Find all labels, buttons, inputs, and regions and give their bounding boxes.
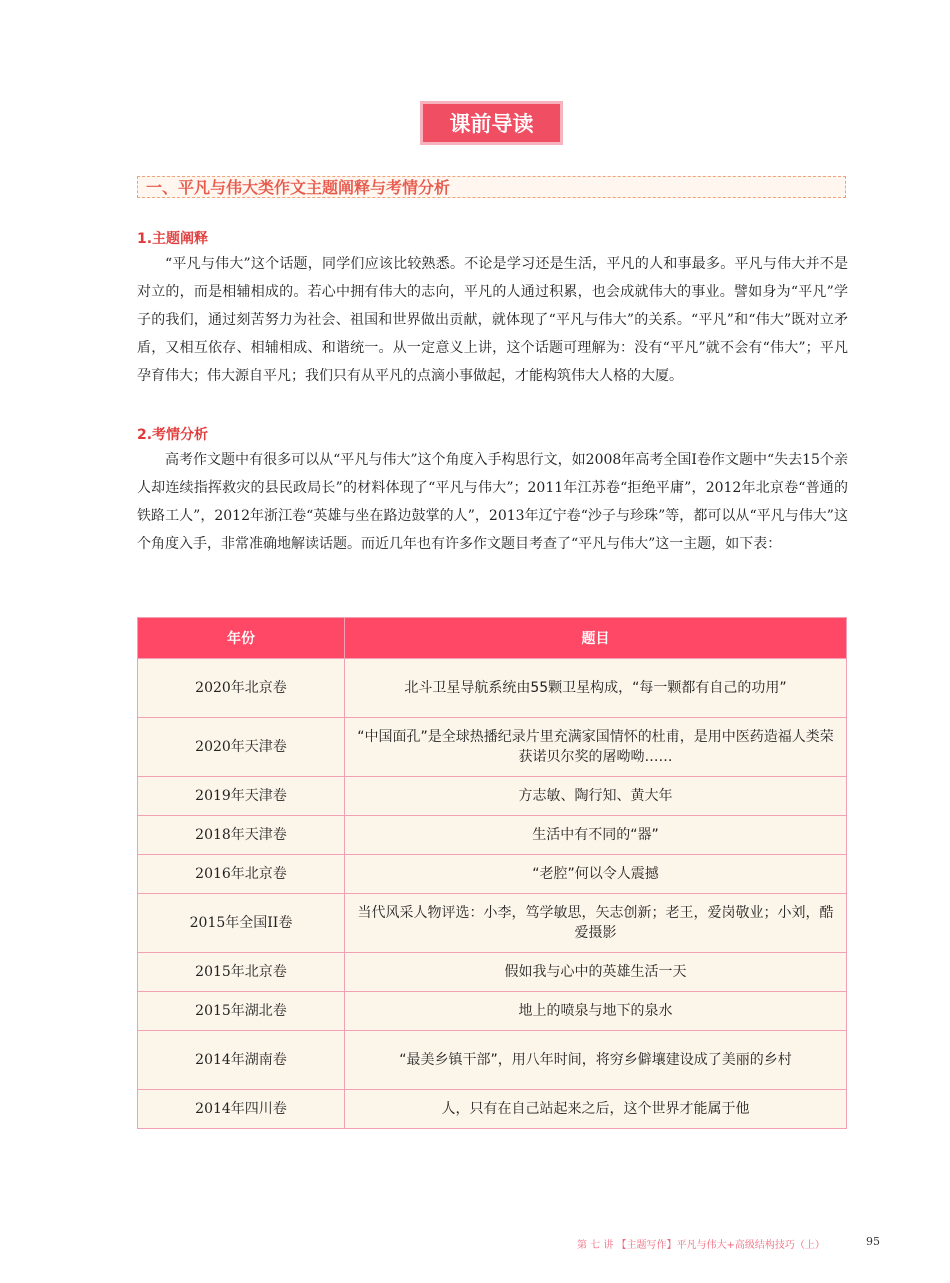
topic-cell: “最美乡镇干部”，用八年时间，将穷乡僻壤建设成了美丽的乡村: [345, 1031, 847, 1090]
year-cell: 2016年北京卷: [138, 855, 345, 894]
table-row: [138, 1090, 847, 1129]
topic-cell: 生活中有不同的“器”: [345, 816, 847, 855]
paragraph-exam-analysis: 高考作文题中有很多可以从“平凡与伟大”这个角度入手构思行文，如2008年高考全国I卷作文题中“失去15个亲人却连续指挥救灾的县民政局长”的材料体现了“平凡与伟大”；2011年江苏卷“拒绝平庸”，2012年北京卷“普通的铁路工人”，2012年浙江卷“英雄与坐在路边鼓掌的人”，2013年辽宁卷“沙子与珍珠”等，都可以从“平凡与伟大”这个角度入手，非常准确地解读话题。而近几年也有许多作文题目考查了“平凡与伟大”这一主题，如下表：: [137, 452, 848, 552]
topic-cell: “老腔”何以令人震撼: [345, 855, 847, 894]
year-cell: 2018年天津卷: [138, 816, 345, 855]
table-row: [138, 659, 847, 718]
column-header-topic: 题目: [345, 618, 847, 659]
page-number: 95: [866, 1235, 880, 1248]
table-row: [138, 777, 847, 816]
table-row: [138, 992, 847, 1031]
year-cell: 2015年全国II卷: [138, 894, 345, 953]
table-row: [138, 953, 847, 992]
topic-cell: “中国面孔”是全球热播纪录片里充满家国情怀的杜甫，是用中医药造福人类荣获诺贝尔奖的屠呦呦……: [345, 718, 847, 777]
year-cell: 2015年北京卷: [138, 953, 345, 992]
subheading-theme: 1.主题阐释: [137, 231, 209, 247]
year-cell: 2019年天津卷: [138, 777, 345, 816]
page-title: 课前导读: [423, 104, 560, 142]
topic-cell: 地上的喷泉与地下的泉水: [345, 992, 847, 1031]
column-header-year: 年份: [138, 618, 345, 659]
year-cell: 2020年天津卷: [138, 718, 345, 777]
running-footer: 第 七 讲 【主题写作】平凡与伟大+高级结构技巧（上）: [577, 1240, 825, 1251]
section-title: 一、平凡与伟大类作文主题阐释与考情分析: [137, 176, 846, 198]
topic-cell: 当代风采人物评选：小李，笃学敏思，矢志创新；老王，爱岗敬业；小刘，酷爱摄影: [345, 894, 847, 953]
year-cell: 2014年湖南卷: [138, 1031, 345, 1090]
subheading-exam-analysis: 2.考情分析: [137, 427, 209, 443]
table-header-row: [138, 618, 847, 659]
paragraph-theme: “平凡与伟大”这个话题，同学们应该比较熟悉。不论是学习还是生活，平凡的人和事最多。平凡与伟大并不是对立的，而是相辅相成的。若心中拥有伟大的志向，平凡的人通过积累，也会成就伟大的事业。譬如身为“平凡”学子的我们，通过刻苦努力为社会、祖国和世界做出贡献，就体现了“平凡与伟大”的关系。“平凡”和“伟大”既对立矛盾，又相互依存、相辅相成、和谐统一。从一定意义上讲，这个话题可理解为：没有“平凡”就不会有“伟大”；平凡孕育伟大；伟大源自平凡；我们只有从平凡的点滴小事做起，才能构筑伟大人格的大厦。: [137, 256, 848, 384]
topic-cell: 假如我与心中的英雄生活一天: [345, 953, 847, 992]
year-cell: 2014年四川卷: [138, 1090, 345, 1129]
table-row: [138, 1031, 847, 1090]
year-cell: 2015年湖北卷: [138, 992, 345, 1031]
exam-topics-table: [137, 617, 847, 1129]
topic-cell: 方志敏、陶行知、黄大年: [345, 777, 847, 816]
topic-cell: 人，只有在自己站起来之后，这个世界才能属于他: [345, 1090, 847, 1129]
table-row: [138, 816, 847, 855]
table-row: [138, 894, 847, 953]
table-row: [138, 718, 847, 777]
topic-cell: 北斗卫星导航系统由55颗卫星构成，“每一颗都有自己的功用”: [345, 659, 847, 718]
year-cell: 2020年北京卷: [138, 659, 345, 718]
table-row: [138, 855, 847, 894]
